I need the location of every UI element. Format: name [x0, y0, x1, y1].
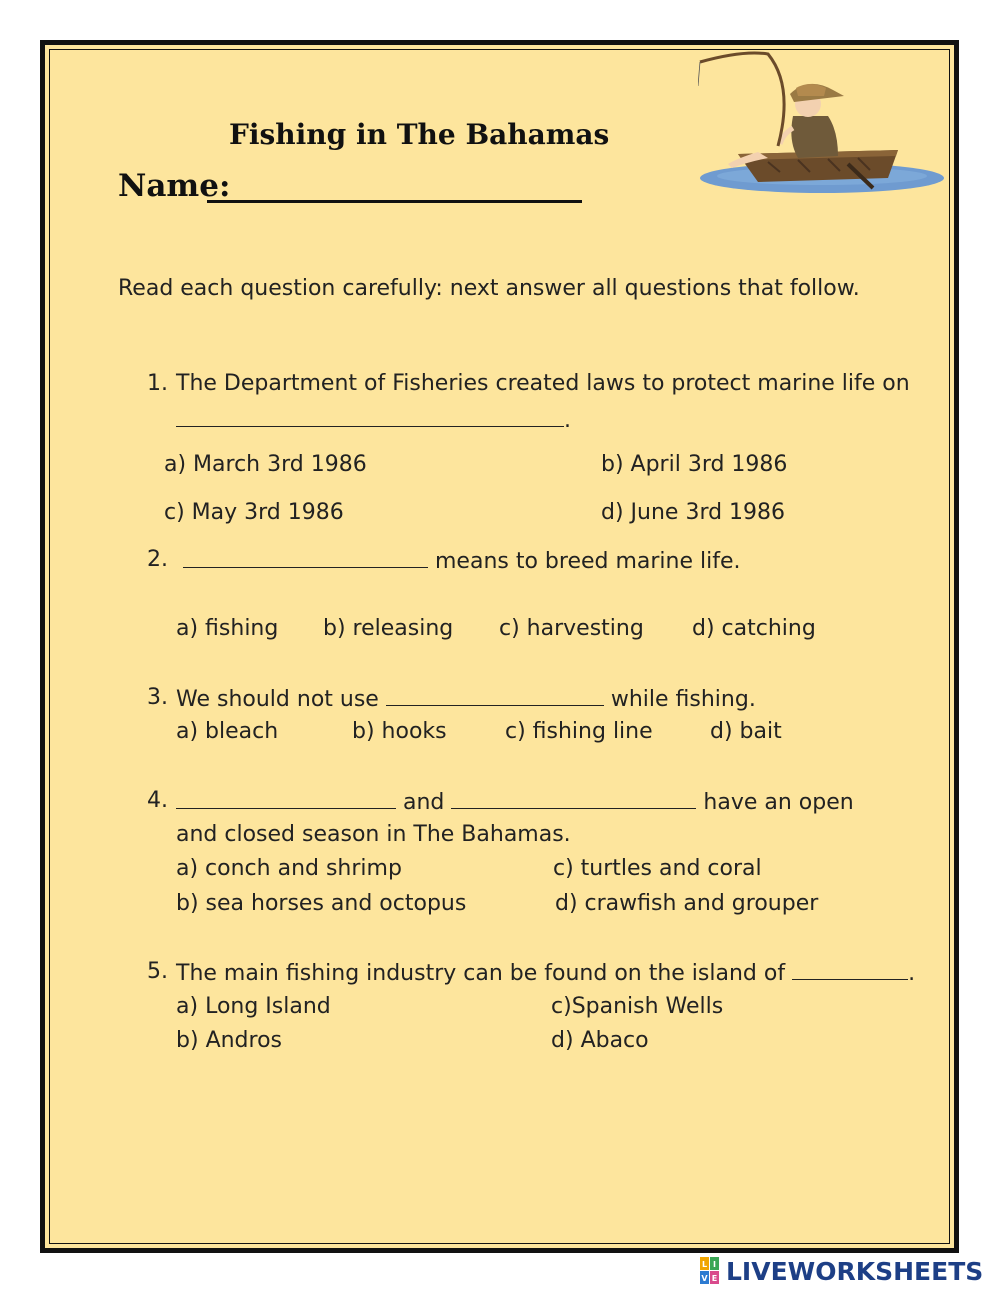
answer-option[interactable]: b) sea horses and octopus	[176, 891, 467, 916]
question-blank-line	[176, 406, 571, 433]
option-letter: b)	[176, 1028, 199, 1053]
question-number: 1.	[147, 371, 168, 396]
worksheet-border	[40, 40, 959, 1253]
option-letter: c)	[551, 994, 572, 1019]
answer-option[interactable]: b) April 3rd 1986	[601, 452, 788, 477]
option-letter: a)	[176, 994, 199, 1019]
answer-option[interactable]	[176, 994, 331, 1019]
question-text-end: .	[908, 961, 916, 986]
name-label: Name:	[118, 168, 231, 204]
fisherman-in-boat-icon	[698, 46, 948, 196]
answer-blank[interactable]	[451, 788, 696, 809]
question-text-line	[176, 959, 915, 986]
option-text: Abaco	[580, 1028, 649, 1053]
answer-option[interactable]: c) fishing line	[505, 719, 653, 744]
question-text-end: .	[564, 408, 571, 433]
logo-letter: L	[701, 1260, 708, 1269]
question-text-line	[176, 685, 756, 712]
question-text: The Department of Fisheries created laws to protect marine life on	[176, 371, 910, 396]
answer-option[interactable]: c) harvesting	[499, 616, 644, 641]
answer-option[interactable]: d) June 3rd 1986	[601, 500, 786, 525]
answer-option[interactable]: a) fishing	[176, 616, 279, 641]
worksheet-title: Fishing in The Bahamas	[229, 118, 610, 151]
question-text: We should not use	[176, 687, 379, 712]
question-text-line	[176, 788, 854, 815]
question-text-line	[183, 547, 741, 574]
answer-blank[interactable]	[792, 959, 908, 980]
worksheet-inner-border	[49, 49, 950, 1244]
instructions: Read each question carefully: next answer all questions that follow.	[118, 276, 860, 301]
answer-option[interactable]: d) catching	[692, 616, 816, 641]
option-letter: d)	[551, 1028, 574, 1053]
logo-letter: I	[713, 1260, 716, 1269]
answer-option[interactable]: b) hooks	[352, 719, 447, 744]
question-number: 2.	[147, 547, 168, 572]
option-text: Andros	[205, 1028, 283, 1053]
question-text-line2: and closed season in The Bahamas.	[176, 822, 571, 847]
answer-option[interactable]: c) turtles and coral	[553, 856, 762, 881]
answer-blank[interactable]	[183, 547, 428, 568]
liveworksheets-logo[interactable]	[700, 1256, 983, 1286]
answer-option[interactable]: c) May 3rd 1986	[164, 500, 344, 525]
answer-option[interactable]: d) crawfish and grouper	[555, 891, 819, 916]
answer-option[interactable]: a) conch and shrimp	[176, 856, 402, 881]
answer-option[interactable]	[176, 1028, 282, 1053]
question-text: The main fishing industry can be found on the island of	[176, 961, 786, 986]
answer-option[interactable]: a) March 3rd 1986	[164, 452, 367, 477]
question-text: and	[403, 790, 445, 815]
name-input-line[interactable]	[207, 200, 582, 203]
answer-blank[interactable]	[176, 788, 396, 809]
answer-option[interactable]	[551, 994, 723, 1019]
logo-letter: E	[711, 1274, 718, 1283]
question-text-end: while fishing.	[610, 687, 756, 712]
question-text: means to breed marine life.	[435, 549, 741, 574]
question-number: 3.	[147, 685, 168, 710]
answer-blank[interactable]	[176, 406, 564, 427]
option-text: Long Island	[205, 994, 331, 1019]
answer-option[interactable]: a) bleach	[176, 719, 279, 744]
question-number: 5.	[147, 959, 168, 984]
logo-letter: V	[701, 1274, 708, 1283]
answer-option[interactable]: d) bait	[710, 719, 782, 744]
option-text: Spanish Wells	[571, 994, 724, 1019]
question-number: 4.	[147, 788, 168, 813]
logo-blocks-icon	[700, 1257, 720, 1285]
question-text-end: have an open	[703, 790, 854, 815]
answer-option[interactable]	[551, 1028, 649, 1053]
answer-option[interactable]: b) releasing	[323, 616, 454, 641]
answer-blank[interactable]	[386, 685, 604, 706]
brand-name: LIVEWORKSHEETS	[726, 1256, 984, 1286]
